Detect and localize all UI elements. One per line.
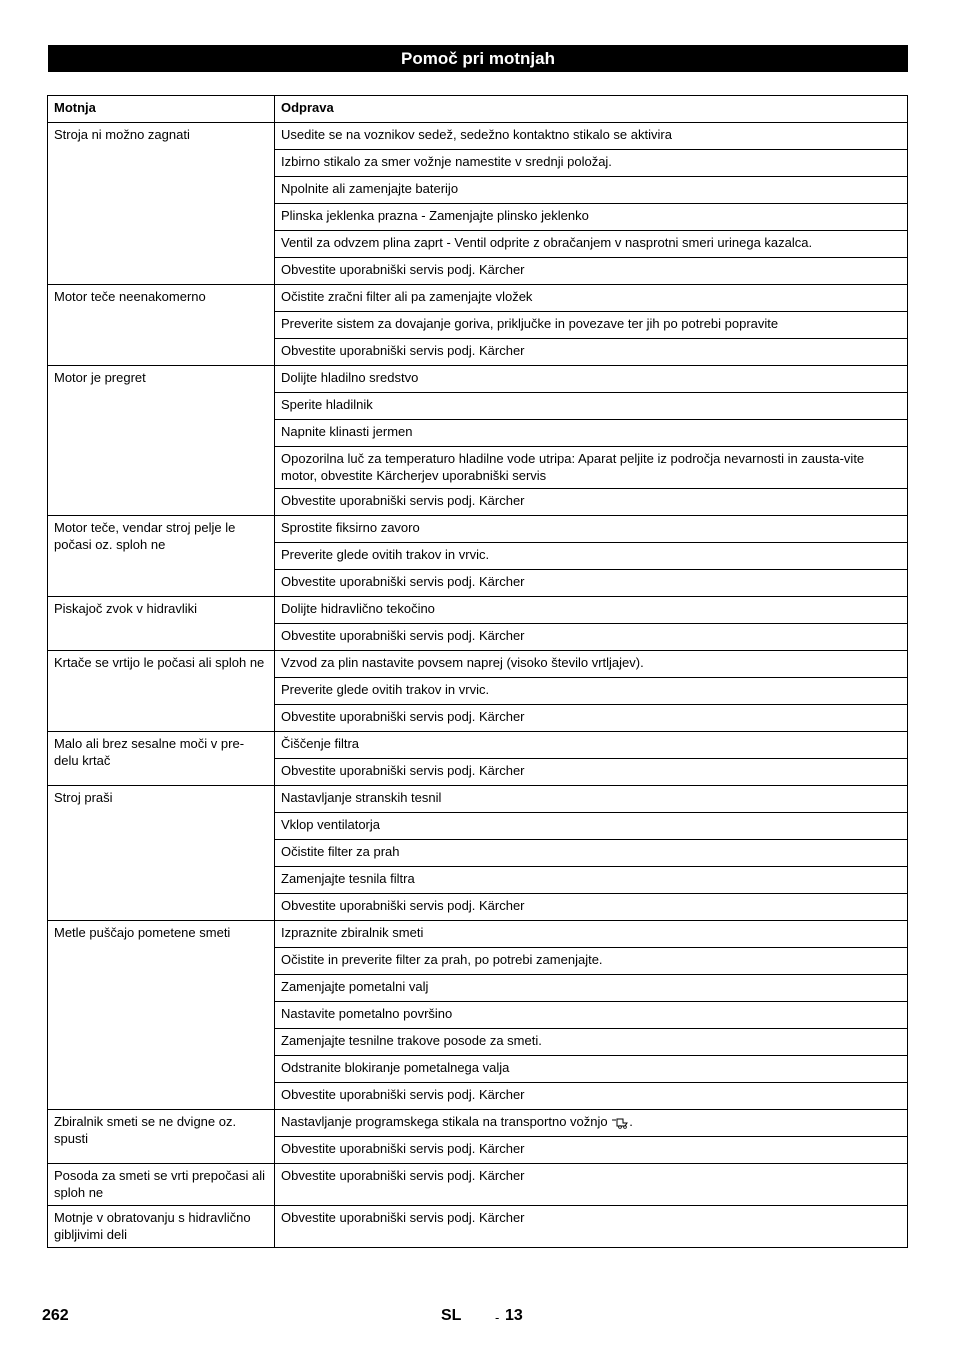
remedy-cell: Preverite glede ovitih trakov in vrvic. xyxy=(275,543,908,570)
remedy-cell xyxy=(275,1110,908,1137)
fault-cell: Malo ali brez sesalne moči v pre-delu krtač xyxy=(48,732,275,786)
table-row xyxy=(48,516,908,543)
table-row xyxy=(48,1164,908,1206)
fault-cell: Motor teče neenakomerno xyxy=(48,285,275,366)
transport-mode-icon xyxy=(611,1117,629,1129)
remedy-cell: Izpraznite zbiralnik smeti xyxy=(275,921,908,948)
remedy-cell: Očistite zračni filter ali pa zamenjajte vložek xyxy=(275,285,908,312)
fault-cell: Zbiralnik smeti se ne dvigne oz. spusti xyxy=(48,1110,275,1164)
remedy-cell: Odstranite blokiranje pometalnega valja xyxy=(275,1056,908,1083)
remedy-cell: Preverite glede ovitih trakov in vrvic. xyxy=(275,678,908,705)
remedy-cell: Usedite se na voznikov sedež, sedežno kontaktno stikalo se aktivira xyxy=(275,123,908,150)
fault-cell: Motor teče, vendar stroj pelje le počasi oz. sploh ne xyxy=(48,516,275,597)
table-row xyxy=(48,597,908,624)
remedy-cell: Obvestite uporabniški servis podj. Kärcher xyxy=(275,1164,908,1206)
column-header-remedy: Odprava xyxy=(275,96,908,123)
remedy-cell: Zamenjajte pometalni valj xyxy=(275,975,908,1002)
remedy-cell: Plinska jeklenka prazna - Zamenjajte plinsko jeklenko xyxy=(275,204,908,231)
remedy-cell: Obvestite uporabniški servis podj. Kärcher xyxy=(275,339,908,366)
fault-cell: Motor je pregret xyxy=(48,366,275,516)
remedy-cell: Vzvod za plin nastavite povsem naprej (visoko število vrtljajev). xyxy=(275,651,908,678)
fault-cell: Piskajoč zvok v hidravliki xyxy=(48,597,275,651)
remedy-cell: Obvestite uporabniški servis podj. Kärcher xyxy=(275,258,908,285)
table-row xyxy=(48,1206,908,1248)
troubleshooting-table xyxy=(47,95,908,1248)
fault-cell: Metle puščajo pometene smeti xyxy=(48,921,275,1110)
table-row xyxy=(48,732,908,759)
remedy-cell: Sprostite fiksirno zavoro xyxy=(275,516,908,543)
remedy-cell: Napnite klinasti jermen xyxy=(275,420,908,447)
page-title: Pomoč pri motnjah xyxy=(48,45,908,72)
table-row xyxy=(48,285,908,312)
remedy-cell: Obvestite uporabniški servis podj. Kärcher xyxy=(275,1206,908,1248)
table-row xyxy=(48,123,908,150)
remedy-cell: Čiščenje filtra xyxy=(275,732,908,759)
table-row xyxy=(48,366,908,393)
remedy-cell: Obvestite uporabniški servis podj. Kärcher xyxy=(275,894,908,921)
remedy-cell: Nastavljanje stranskih tesnil xyxy=(275,786,908,813)
remedy-cell: Obvestite uporabniški servis podj. Kärcher xyxy=(275,489,908,516)
fault-cell: Stroja ni možno zagnati xyxy=(48,123,275,285)
remedy-cell: Očistite in preverite filter za prah, po potrebi zamenjajte. xyxy=(275,948,908,975)
remedy-cell: Obvestite uporabniški servis podj. Kärcher xyxy=(275,705,908,732)
language-code: SL xyxy=(441,1307,462,1324)
table-row xyxy=(48,921,908,948)
remedy-cell: Zamenjajte tesnilne trakove posode za smeti. xyxy=(275,1029,908,1056)
table-row xyxy=(48,651,908,678)
table-row xyxy=(48,786,908,813)
fault-cell: Stroj praši xyxy=(48,786,275,921)
footer-dash: - xyxy=(495,1310,500,1325)
remedy-cell: Vklop ventilatorja xyxy=(275,813,908,840)
table-header-row xyxy=(48,96,908,123)
remedy-cell: Izbirno stikalo za smer vožnje namestite v srednji položaj. xyxy=(275,150,908,177)
remedy-cell: Npolnite ali zamenjajte baterijo xyxy=(275,177,908,204)
remedy-cell: Sperite hladilnik xyxy=(275,393,908,420)
table-row xyxy=(48,1110,908,1137)
remedy-cell: Opozorilna luč za temperaturo hladilne vode utripa: Aparat peljite iz področja nevarnosti in zausta-vite motor, obvestite Kärcherjev uporabniški servis xyxy=(275,447,908,489)
remedy-cell: Obvestite uporabniški servis podj. Kärcher xyxy=(275,1083,908,1110)
remedy-cell: Obvestite uporabniški servis podj. Kärcher xyxy=(275,624,908,651)
remedy-cell: Obvestite uporabniški servis podj. Kärcher xyxy=(275,759,908,786)
remedy-suffix: . xyxy=(629,1114,633,1129)
fault-cell: Krtače se vrtijo le počasi ali sploh ne xyxy=(48,651,275,732)
remedy-cell: Zamenjajte tesnila filtra xyxy=(275,867,908,894)
remedy-cell: Dolijte hidravlično tekočino xyxy=(275,597,908,624)
page-number: 262 xyxy=(42,1307,69,1324)
fault-cell: Posoda za smeti se vrti prepočasi ali sploh ne xyxy=(48,1164,275,1206)
remedy-cell: Ventil za odvzem plina zaprt - Ventil odprite z obračanjem v nasprotni smeri urinega kazalca. xyxy=(275,231,908,258)
remedy-cell: Nastavite pometalno površino xyxy=(275,1002,908,1029)
column-header-fault: Motnja xyxy=(48,96,275,123)
remedy-cell: Dolijte hladilno sredstvo xyxy=(275,366,908,393)
fault-cell: Motnje v obratovanju s hidravlično gibljivimi deli xyxy=(48,1206,275,1248)
remedy-cell: Očistite filter za prah xyxy=(275,840,908,867)
remedy-cell: Preverite sistem za dovajanje goriva, priključke in povezave ter jih po potrebi popravite xyxy=(275,312,908,339)
remedy-cell: Obvestite uporabniški servis podj. Kärcher xyxy=(275,1137,908,1164)
sub-page-number: 13 xyxy=(505,1307,523,1324)
remedy-text: Nastavljanje programskega stikala na transportno vožnjo xyxy=(281,1114,608,1129)
remedy-cell: Obvestite uporabniški servis podj. Kärcher xyxy=(275,570,908,597)
